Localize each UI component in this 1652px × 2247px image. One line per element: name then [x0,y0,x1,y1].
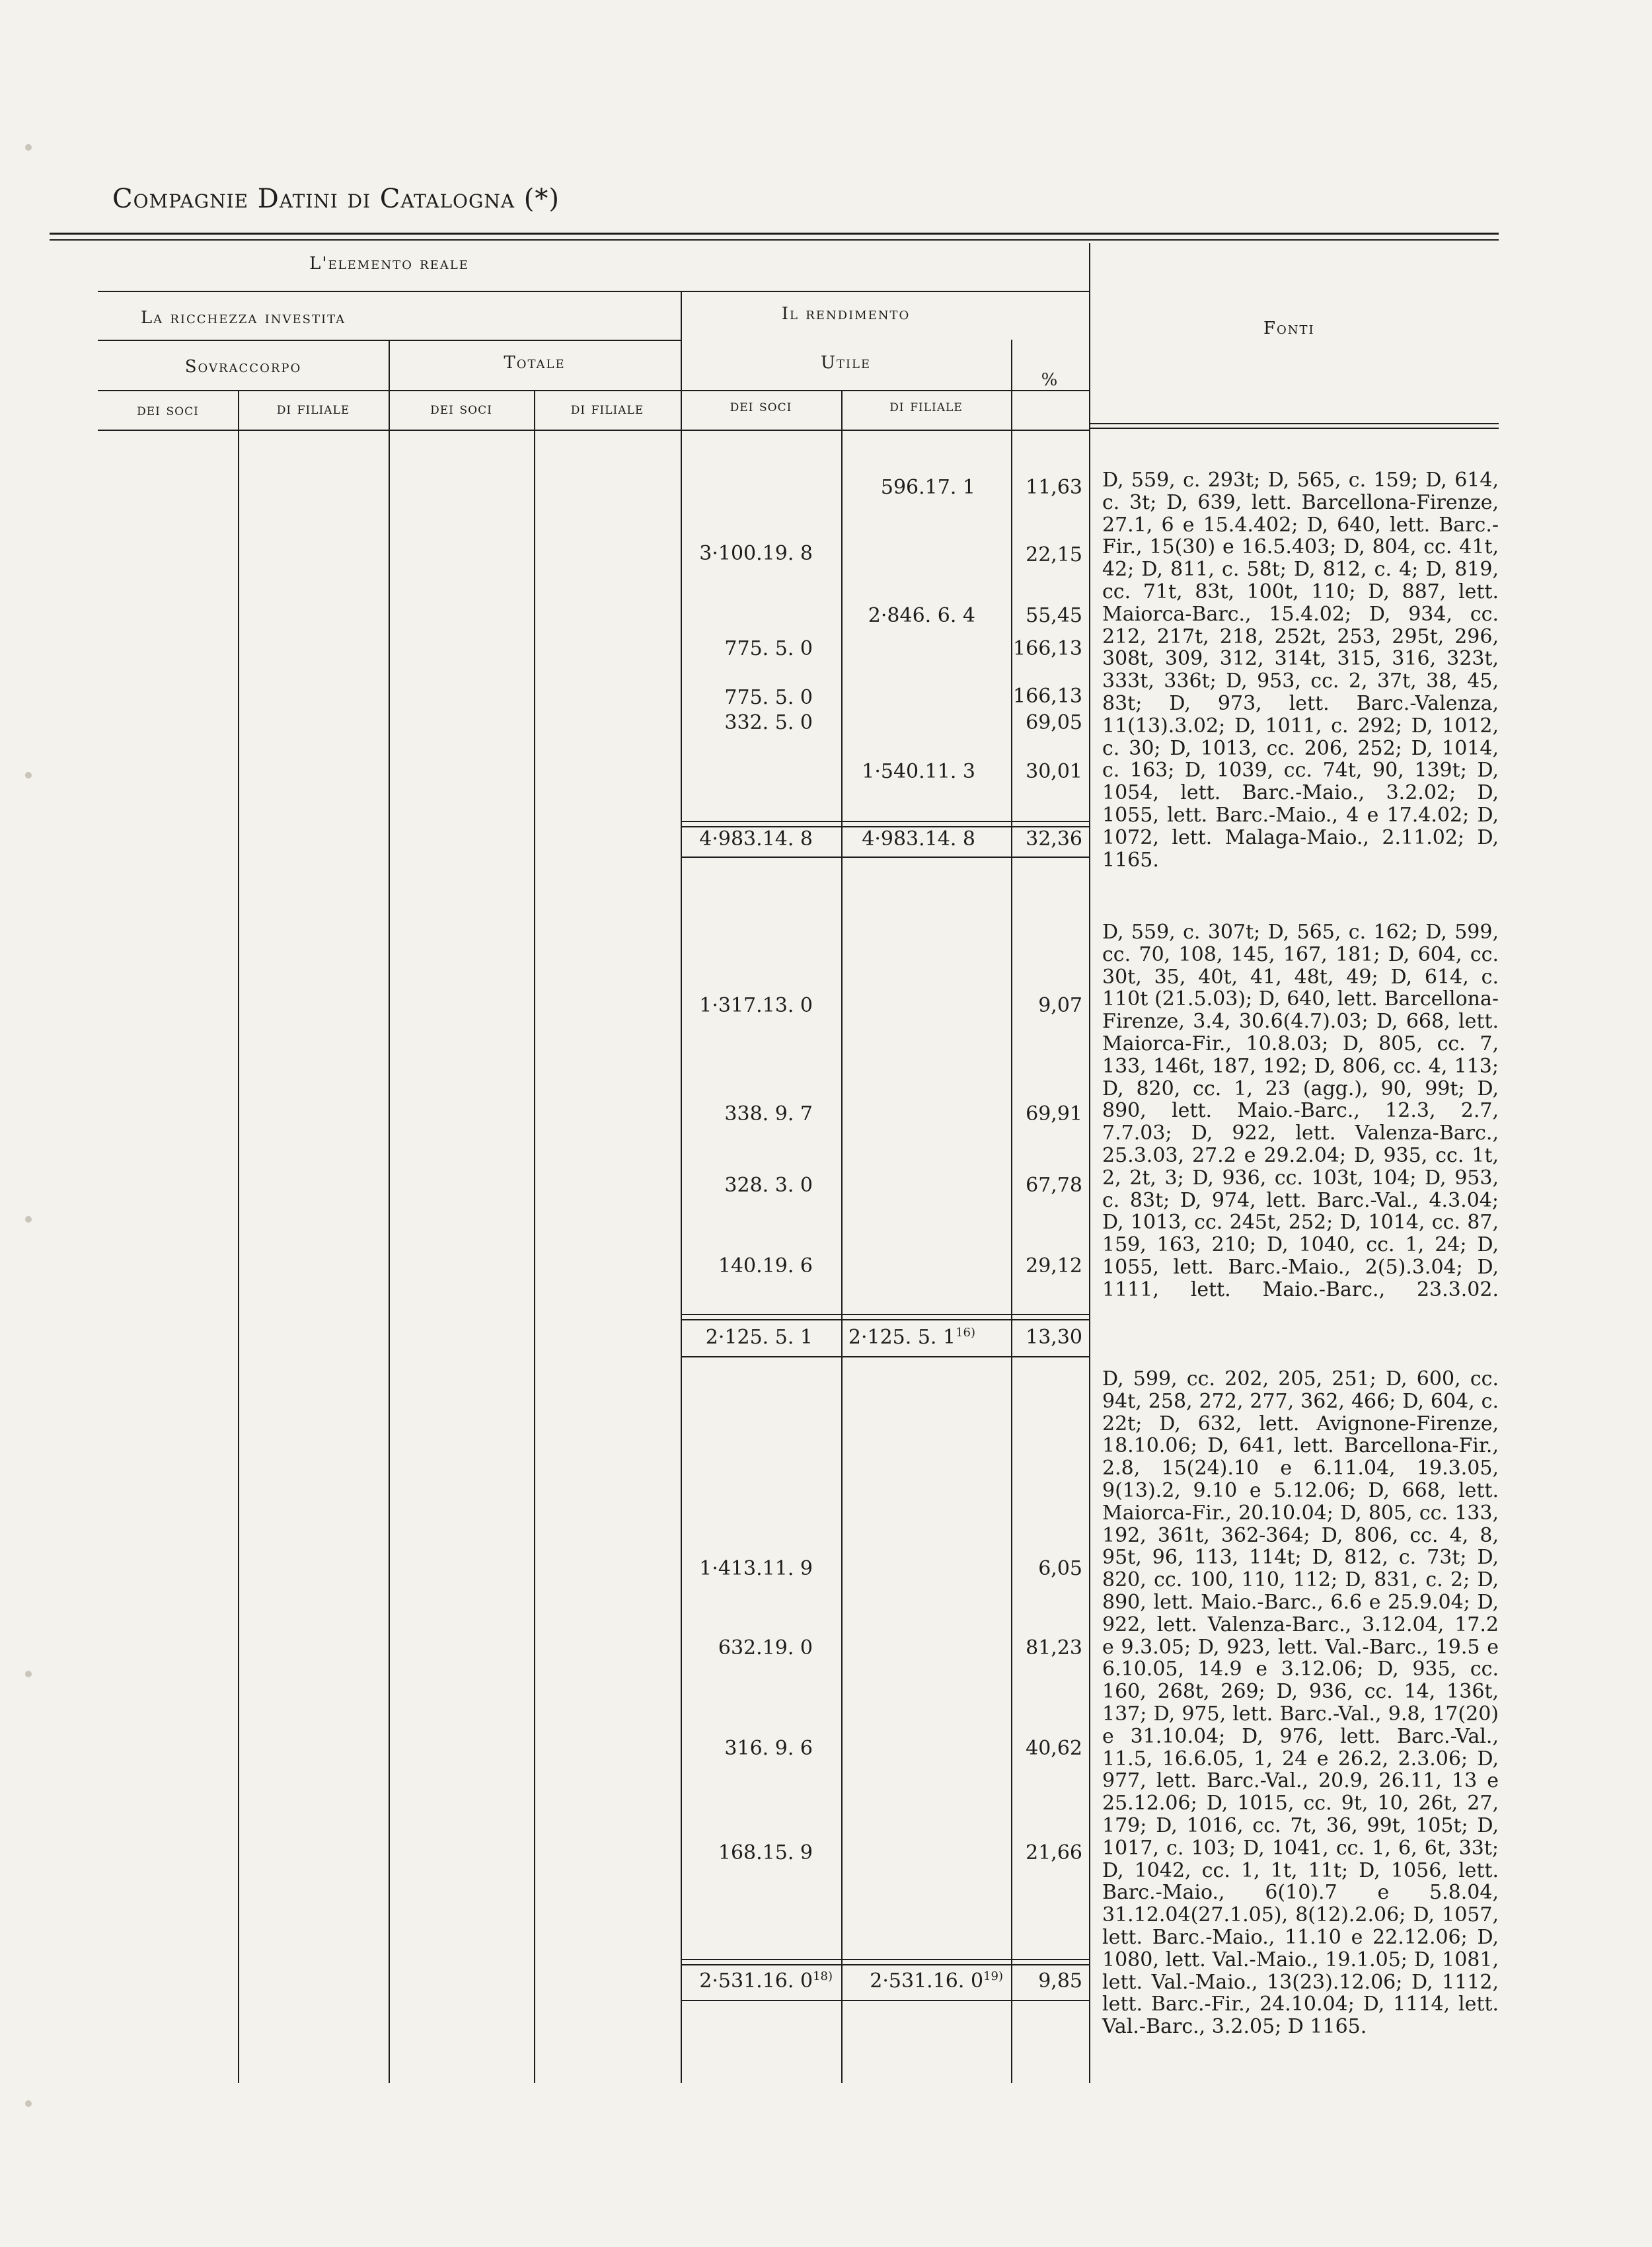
subheader-dei-soci: dei soci [137,400,199,419]
percent-cell: 69,05 [1026,711,1082,734]
utile-soci-cell: 632.19. 0 [718,1636,813,1659]
sources-text: D, 599, cc. 202, 205, 251; D, 600, cc. 94t, 258, 272, 277, 362, 466; D, 604, c. 22t; D, 632, lett. Avignone-Firenze, 18.10.06; D, 641, lett. Barcellona-Fir., 2.8, 15(24).10 e 6.11.04, 19.3.05, 9(13).2, 9.10 e 5.12.06; D, 668, lett. Maiorca-Fir., 20.10.04; D, 805, cc. 133, 192, 361t, 362-364; D, 806, cc. 4, 8, 95t, 96, 113, 114t; D, 812, c. 73t; D, 820, cc. 100, 110, 112; D, 831, c. 2; D, 890, lett. Maio.-Barc., 6.6 e 25.9.04; D, 922, lett. Valenza-Barc., 3.12.04, 17.2 e 9.3.05; D, 923, lett. Val.-Barc., 19.5 e 6.10.05, 14.9 e 3.12.06; D, 935, cc. 160, 268t, 269; D, 936, cc. 14, 136t, 137; D, 975, lett. Barc.-Val., 9.8, 17(20) e 31.10.04; D, 976, lett. Barc.-Val., 11.5, 16.6.05, 1, 24 e 26.2, 2.3.06; D, 977, lett. Barc.-Val., 20.9, 26.11, 13 e 25.12.06; D, 1015, cc. 9t, 10, 26t, 27, 179; D, 1016, cc. 7t, 36, 99t, 105t; D, 1017, c. 103; D, 1041, cc. 1, 6, 6t, 33t; D, 1042, cc. 1, 1t, 11t; D, 1056, lett. Barc.-Maio., 6(10).7 e 5.8.04, 31.12.04(27.1.05), 8(12).2.06; D, 1057, lett. Barc.-Maio., 11.10 e 22.12.06; D, 1080, lett. Val.-Maio., 19.1.05; D, 1081, lett. Val.-Maio., 13(23).12.06; D, 1112, lett. Barc.-Fir., 24.10.04; D, 1114, lett. Val.-Barc., 3.2.05; D 1165. [1102,1367,1499,2039]
total-rule [681,1319,1089,1320]
percent-cell: 6,05 [1038,1557,1082,1580]
total-rule [681,1964,1089,1965]
subheader-dei-soci: dei soci [430,399,492,418]
percent-cell: 40,62 [1026,1737,1082,1760]
binding-hole [25,1671,32,1677]
total-utile-soci [681,1969,833,1993]
column-line [389,340,390,2083]
total-rule [681,1314,1089,1315]
total-rule [681,2000,1089,2001]
subheader-di-filiale: di filiale [276,399,350,418]
binding-hole [25,144,32,151]
total-percent: 32,36 [1026,827,1082,851]
utile-soci-cell: 1·317.13. 0 [699,994,813,1017]
top-rule [50,233,1499,235]
percent-cell: 166,13 [1013,637,1082,660]
utile-soci-cell: 328. 3. 0 [724,1174,813,1197]
column-line [534,390,535,2083]
total-rule [681,821,1089,822]
header-rule [98,390,1089,391]
header-rule [98,291,1089,292]
top-rule [50,239,1499,241]
header-ricchezza-investita: La ricchezza investita [140,308,346,328]
binding-hole [25,772,32,779]
percent-cell: 9,07 [1038,994,1082,1017]
column-line [841,390,843,2083]
footnote-marker: 18) [813,1969,833,1983]
total-rule [681,1959,1089,1960]
page-title: Compagnie Datini di Catalogna (*) [112,184,560,214]
percent-cell: 166,13 [1013,685,1082,708]
total-value: 2·531.16. 0 [699,1969,813,1993]
percent-cell: 29,12 [1026,1254,1082,1277]
total-rule [681,857,1089,858]
utile-soci-cell: 168.15. 9 [718,1841,813,1864]
sources-text: D, 559, c. 293t; D, 565, c. 159; D, 614, c. 3t; D, 639, lett. Barcellona-Firenze, 27.1, 6 e 15.4.402; D, 640, lett. Barc.-Fir., 15(30) e 16.5.403; D, 804, cc. 41t, 42; D, 811, c. 58t; D, 812, c. 4; D, 819, cc. 71t, 83t, 100t, 110; D, 887, lett. Maiorca-Barc., 15.4.02; D, 934, cc. 212, 217t, 218, 252t, 253, 295t, 296, 308t, 309, 312, 314t, 315, 316, 323t, 333t, 336t; D, 953, cc. 2, 37t, 38, 45, 83t; D, 973, lett. Barc.-Valenza, 11(13).3.02; D, 1011, c. 292; D, 1012, c. 30; D, 1013, cc. 206, 252; D, 1014, c. 163; D, 1039, cc. 74t, 90, 139t; D, 1054, lett. Barc.-Maio., 3.2.02; D, 1055, lett. Barc.-Maio., 4 e 17.4.02; D, 1072, lett. Malaga-Maio., 2.11.02; D, 1165. [1102,469,1499,872]
header-rule [98,430,1089,431]
total-rule [681,1356,1089,1357]
percent-cell: 21,66 [1026,1841,1082,1864]
percent-cell: 22,15 [1026,543,1082,566]
header-percent: % [1041,370,1059,390]
utile-filiale-cell: 1·540.11. 3 [862,760,975,783]
utile-soci-cell: 332. 5. 0 [724,711,813,734]
percent-cell: 81,23 [1026,1636,1082,1659]
total-utile-soci: 2·125. 5. 1 [705,1326,813,1349]
total-percent: 9,85 [1038,1969,1082,1993]
total-utile-filiale: 4·983.14. 8 [862,827,975,851]
utile-soci-cell: 140.19. 6 [718,1254,813,1277]
total-utile-soci: 4·983.14. 8 [699,827,813,851]
column-line [1089,243,1090,2083]
utile-soci-cell: 316. 9. 6 [724,1737,813,1760]
header-rendimento: Il rendimento [781,304,911,324]
utile-soci-cell: 1·413.11. 9 [699,1557,813,1580]
header-fonti: Fonti [1263,319,1315,338]
utile-soci-cell: 3·100.19. 8 [699,542,813,565]
utile-soci-cell: 775. 5. 0 [724,686,813,709]
percent-cell: 11,63 [1026,476,1082,499]
utile-soci-cell: 338. 9. 7 [724,1102,813,1125]
utile-soci-cell: 775. 5. 0 [724,637,813,660]
percent-cell: 67,78 [1026,1174,1082,1197]
percent-cell: 69,91 [1026,1102,1082,1125]
column-line [238,390,239,2083]
utile-filiale-cell: 596.17. 1 [880,476,975,499]
percent-cell: 55,45 [1026,604,1082,627]
subheader-di-filiale: di filiale [889,397,963,415]
total-value: 2·125. 5. 1 [848,1326,956,1349]
total-utile-filiale [841,1326,975,1349]
header-rule [1090,423,1499,424]
footnote-marker: 19) [983,1969,1003,1983]
column-line [1011,340,1012,2083]
header-rule [1090,428,1499,429]
binding-hole [25,2100,32,2107]
header-elemento-reale: L'elemento reale [309,254,469,274]
subheader-dei-soci: dei soci [730,397,792,415]
total-percent: 13,30 [1026,1326,1082,1349]
header-utile: Utile [820,353,872,373]
percent-cell: 30,01 [1026,760,1082,783]
binding-hole [25,1216,32,1223]
total-value: 2·531.16. 0 [870,1969,984,1993]
total-utile-filiale [841,1969,1003,1993]
header-totale: Totale [504,353,566,373]
subheader-di-filiale: di filiale [570,399,644,418]
utile-filiale-cell: 2·846. 6. 4 [868,604,975,627]
footnote-marker: 16) [956,1326,975,1340]
header-sovraccorpo: Sovraccorpo [184,357,302,377]
sources-text: D, 559, c. 307t; D, 565, c. 162; D, 599, cc. 70, 108, 145, 167, 181; D, 604, cc. 30t, 35, 40t, 41, 48t, 49; D, 614, c. 110t (21.5.03); D, 640, lett. Barcellona-Firenze, 3.4, 30.6(4.7).03; D, 668, lett. Maiorca-Fir., 10.8.03; D, 805, cc. 7, 133, 146t, 187, 192; D, 806, cc. 4, 113; D, 820, cc. 1, 23 (agg.), 90, 99t; D, 890, lett. Maio.-Barc., 12.3, 2.7, 7.7.03; D, 922, lett. Valenza-Barc., 25.3.03, 27.2 e 29.2.04; D, 935, cc. 1t, 2, 2t, 3; D, 936, cc. 103t, 104; D, 953, c. 83t; D, 974, lett. Barc.-Val., 4.3.04; D, 1013, cc. 245t, 252; D, 1014, cc. 87, 159, 163, 210; D, 1040, cc. 1, 24; D, 1055, lett. Barc.-Maio., 2(5).3.04; D, 1111, lett. Maio.-Barc., 23.3.02. [1102,921,1499,1301]
